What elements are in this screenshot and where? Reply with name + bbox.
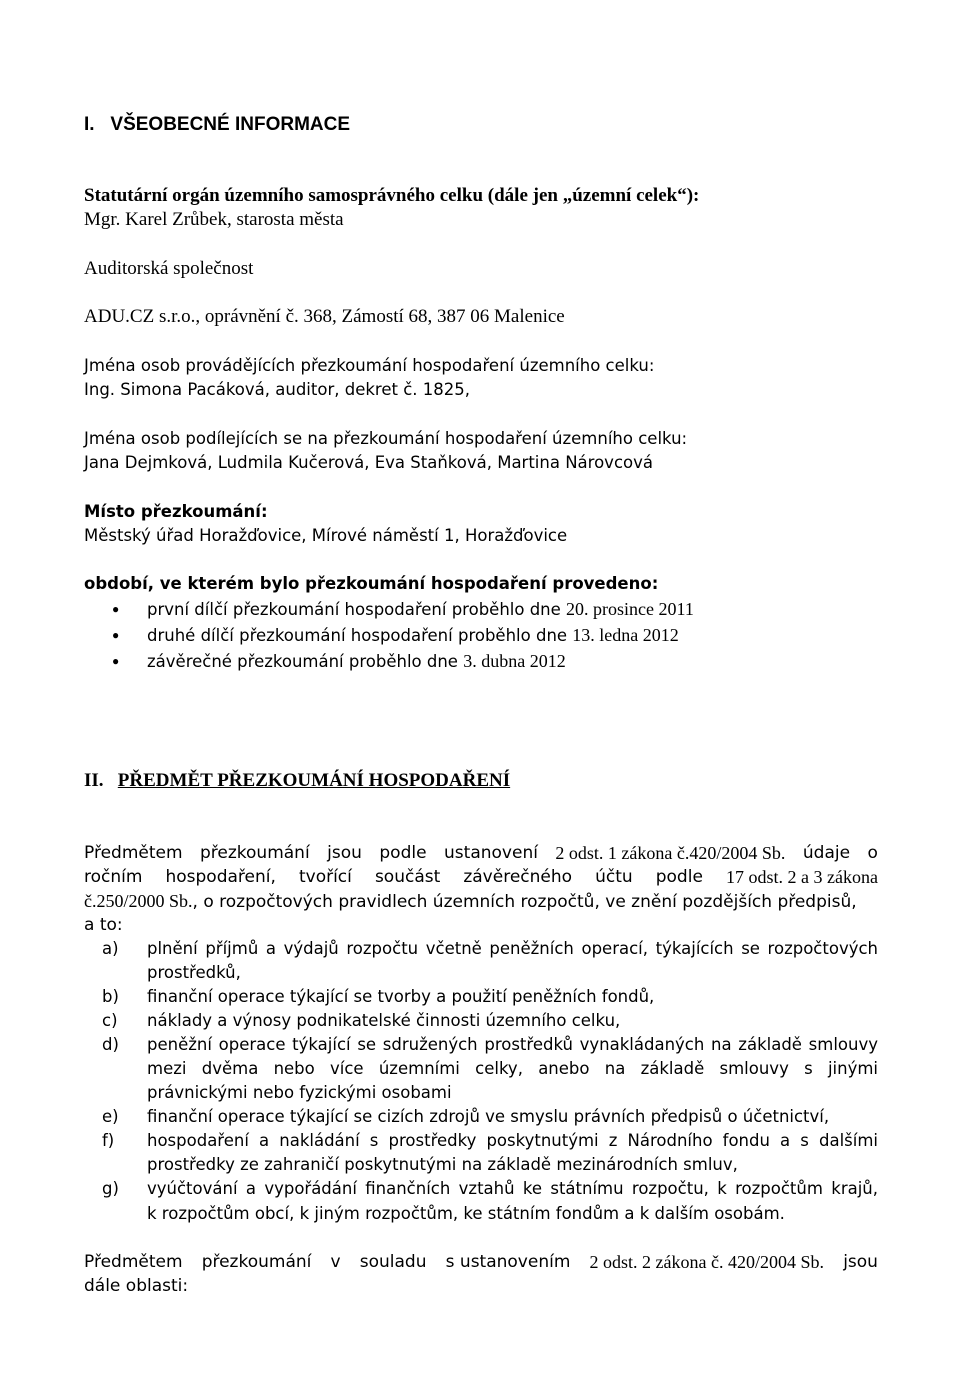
list-item-line: hospodaření a nakládání s prostředky poskytnutými z Národního fondu a s dalšími	[147, 1131, 878, 1150]
word: Předmětem	[84, 843, 183, 863]
list-item-line: právnickými nebo fyzickými osobami	[147, 1083, 452, 1102]
period-item-date: 13. ledna 2012	[572, 625, 679, 645]
participants-value: Jana Dejmková, Ludmila Kučerová, Eva Staňková, Martina Nárovcová	[84, 453, 653, 472]
word: Předmětem	[84, 1252, 183, 1272]
intro-line-2	[84, 866, 878, 888]
word: přezkoumání	[201, 1252, 312, 1272]
period-item	[147, 624, 679, 647]
word: podle	[655, 867, 703, 887]
word: ročním	[84, 867, 143, 887]
word: s ustanovením	[445, 1252, 571, 1272]
section-title-general-info: I. VŠEOBECNÉ INFORMACE	[84, 114, 351, 135]
persons-label: Jména osob provádějících přezkoumání hospodaření územního celku:	[84, 356, 655, 375]
list-item-line: finanční operace týkající se tvorby a použití peněžních fondů,	[147, 987, 655, 1006]
participants-label: Jména osob podílejících se na přezkoumání hospodaření územního celku:	[84, 429, 688, 448]
word: ustanovení	[444, 843, 538, 863]
persons-value	[84, 379, 470, 401]
statutory-value: Mgr. Karel Zrůbek, starosta města	[84, 209, 344, 230]
list-letter: d)	[102, 1035, 119, 1054]
outro-line-2: dále oblasti:	[84, 1276, 189, 1296]
word: přezkoumání	[200, 843, 310, 863]
word: o	[867, 843, 878, 863]
list-letter: b)	[102, 987, 119, 1006]
law-reference: 17 odst. 2 a 3 zákona	[725, 867, 878, 887]
list-letter: f)	[102, 1131, 115, 1150]
outro-line-1	[84, 1251, 878, 1273]
list-item-line: prostředků,	[147, 963, 241, 982]
bullet-icon: ●	[112, 602, 120, 616]
word: účtu	[595, 867, 633, 887]
list-letter: g)	[102, 1179, 119, 1198]
list-item-line: prostředky ze zahraničí poskytnutými na základě mezinárodních smluv,	[147, 1155, 738, 1174]
word: jsou	[843, 1252, 878, 1272]
law-reference: č.250/2000 Sb.	[84, 891, 193, 911]
section-title-subject	[84, 770, 510, 792]
period-item-date: 20. prosince 2011	[566, 599, 694, 619]
word: podle	[379, 843, 427, 863]
list-item-line: finanční operace týkající se cizích zdrojů ve smyslu právních předpisů o účetnictví,	[147, 1107, 830, 1126]
word: hospodaření,	[165, 867, 276, 887]
word: jsou	[327, 843, 362, 863]
persons-value-text: Ing. Simona Pacáková, auditor, dekret č. 1825,	[84, 380, 470, 399]
period-item	[147, 650, 566, 673]
list-item-line: náklady a výnosy podnikatelské činnosti územního celku,	[147, 1011, 621, 1030]
period-item	[147, 598, 694, 621]
section-title-text: PŘEDMĚT PŘEZKOUMÁNÍ HOSPODAŘENÍ	[117, 770, 511, 791]
list-letter: c)	[102, 1011, 118, 1030]
period-item-text: závěrečné přezkoumání proběhlo dne	[147, 652, 464, 671]
auditor-value: ADU.CZ s.r.o., oprávnění č. 368, Zámostí 68, 387 06 Malenice	[84, 306, 565, 327]
word: tvořící	[298, 867, 352, 887]
section-number: II.	[84, 770, 104, 791]
word: v	[330, 1252, 341, 1272]
word: souladu	[359, 1252, 427, 1272]
word: údaje	[802, 843, 851, 863]
word: závěrečného	[463, 867, 573, 887]
period-item-text: první dílčí přezkoumání hospodaření proběhlo dne	[147, 600, 567, 619]
auditor-label: Auditorská společnost	[84, 258, 254, 279]
list-letter: e)	[102, 1107, 119, 1126]
list-item-line: plnění příjmů a výdajů rozpočtu včetně peněžních operací, týkajících se rozpočtových	[147, 939, 878, 958]
statutory-label: Statutární orgán územního samosprávného celku (dále jen „územní celek“):	[84, 185, 700, 206]
period-label: období, ve kterém bylo přezkoumání hospodaření provedeno:	[84, 574, 659, 593]
period-item-date: 3. dubna 2012	[463, 651, 566, 671]
intro-line-4: a to:	[84, 915, 123, 935]
intro-text: , o rozpočtových pravidlech územních rozpočtů, ve znění pozdějších předpisů,	[192, 892, 857, 912]
place-value: Městský úřad Horažďovice, Mírové náměstí 1, Horažďovice	[84, 526, 568, 545]
list-letter: a)	[102, 939, 119, 958]
place-label: Místo přezkoumání:	[84, 502, 268, 521]
word: součást	[374, 867, 441, 887]
period-item-text: druhé dílčí přezkoumání hospodaření proběhlo dne	[147, 626, 573, 645]
list-item-line: peněžní operace týkající se sdružených prostředků vynakládaných na základě smlouvy	[147, 1035, 878, 1054]
intro-line-3	[84, 890, 878, 913]
list-item-line: k rozpočtům obcí, k jiným rozpočtům, ke státním fondům a k dalším osobám.	[147, 1204, 785, 1223]
list-item-line: vyúčtování a vypořádání finančních vztahů ke státnímu rozpočtu, k rozpočtům krajů,	[147, 1179, 878, 1198]
intro-line-1	[84, 842, 878, 864]
law-reference: 2 odst. 2 zákona č. 420/2004 Sb.	[589, 1252, 825, 1272]
bullet-icon: ●	[112, 654, 120, 668]
bullet-icon: ●	[112, 628, 120, 642]
law-reference: 2 odst. 1 zákona č.420/2004 Sb.	[555, 843, 786, 863]
list-item-line: mezi dvěma nebo více územními celky, anebo na základě smlouvy s jinými	[147, 1059, 878, 1078]
